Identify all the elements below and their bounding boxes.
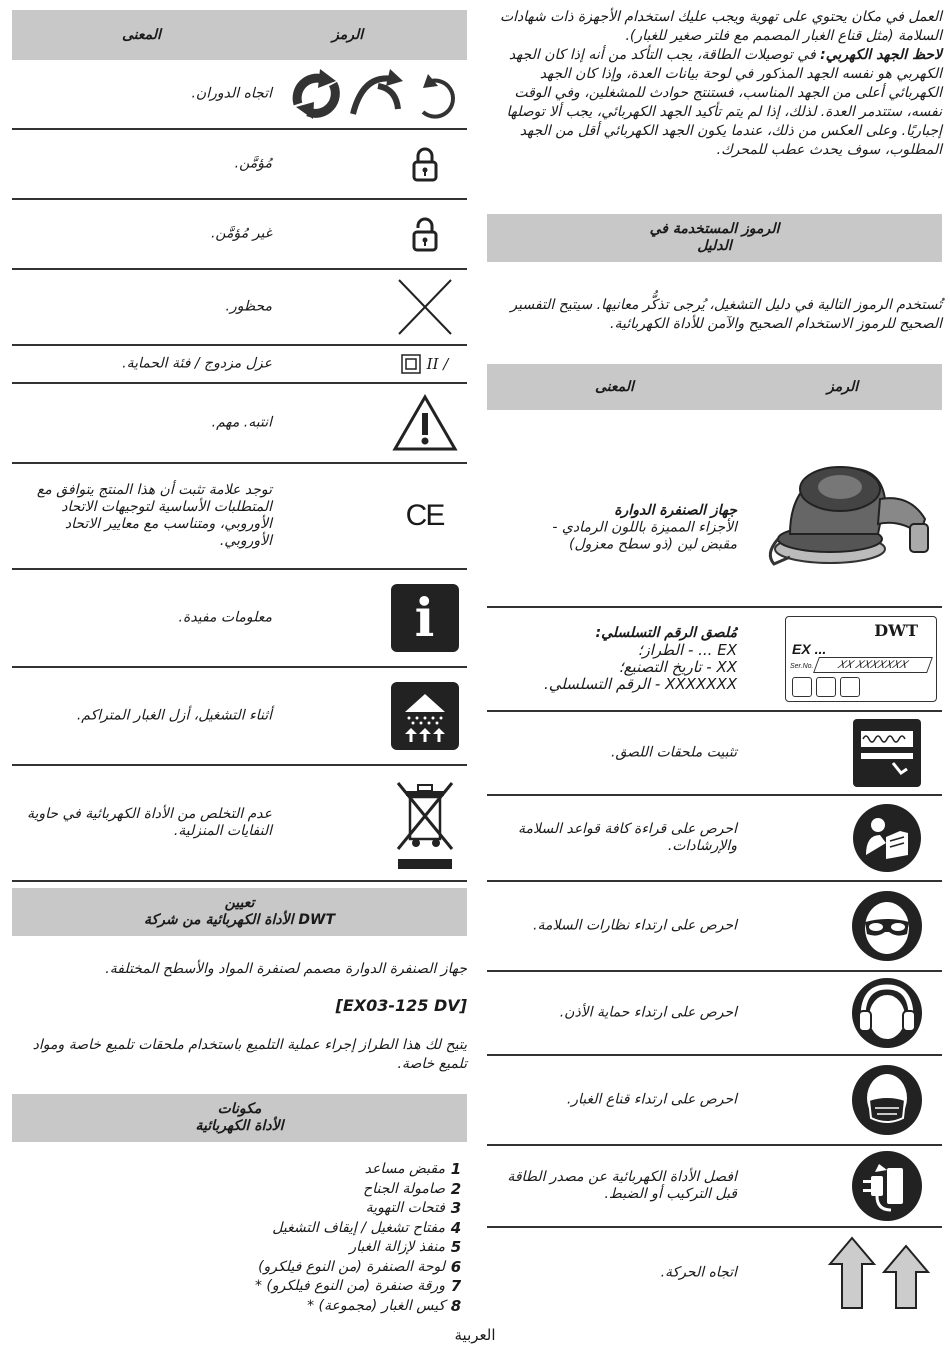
components-list	[12, 1160, 467, 1316]
symbol-row-weee	[12, 766, 467, 882]
section-designation-line1: تعيين	[224, 895, 255, 911]
symbol-text: انتبه. مهم.	[211, 414, 272, 431]
section-symbols-line2: الدليل	[697, 238, 732, 254]
symbol-text: احرص على ارتداء قناع الغبار.	[566, 1091, 737, 1108]
serial-line2: XX - تاريخ التصنيع؛	[618, 658, 737, 676]
model-code: [EX03-125 DV]	[335, 996, 467, 1015]
sander-line1: الأجزاء المميزة باللون الرمادي -	[552, 519, 737, 536]
velcro-attach-icon	[837, 719, 937, 787]
dust-extraction-icon	[382, 682, 467, 750]
dust-mask-icon	[837, 1064, 937, 1136]
symbol-text: غير مُؤمَّن.	[210, 225, 272, 242]
crossed-bin-icon	[382, 775, 467, 871]
header-meaning: المعنى	[595, 379, 634, 395]
header-meaning: المعنى	[122, 27, 161, 43]
list-item: 5 منفذ لإزالة الغبار	[349, 1238, 462, 1256]
symbol-row-velcro	[487, 712, 942, 796]
symbol-text: افصل الأداة الكهربائية عن مصدر الطاقة قبل التركيب أو الضبط.	[507, 1169, 737, 1202]
symbol-row-serial	[487, 608, 942, 712]
serial-description	[487, 625, 737, 693]
serial-label-icon	[782, 616, 940, 702]
symbol-text: توجد علامة تثبت أن هذا المنتج يتوافق مع المتطلبات الأساسية لتوجيهات الاتحاد الأوروبي، ومتناسب مع معايير الاتحاد الأوروبي.	[36, 482, 272, 549]
right-symbol-table-header	[487, 364, 942, 410]
list-item: 1 مقبض مساعد	[364, 1160, 462, 1178]
section-designation-line2: الأداة الكهربائية من شركة DWT	[143, 912, 336, 928]
symbol-text: اتجاه الدوران.	[191, 85, 272, 102]
section-symbols	[487, 214, 942, 262]
list-item: 8 كيس الغبار (مجموعة) *	[307, 1296, 462, 1315]
sander-title: جهاز الصنفرة الدوارة	[614, 502, 737, 519]
symbol-row-locked	[12, 130, 467, 200]
ce-mark-icon	[382, 499, 467, 533]
symbol-row-info	[12, 570, 467, 668]
symbol-text: عزل مزدوج / فئة الحماية.	[122, 355, 272, 372]
symbol-row-dust-extraction	[12, 668, 467, 766]
symbols-paragraph: تُستخدم الرموز التالية في دليل التشغيل، يُرجى تذكُّر معانيها. سيتيح التفسير الصحيح للرموز الاستخدام الصحيح والآمن للأداة الكهربائية.	[510, 297, 942, 332]
symbol-table-header	[12, 10, 467, 60]
ce-mark-label: CE	[405, 499, 444, 532]
movement-arrows-icon	[822, 1234, 942, 1312]
list-item: 4 مفتاح تشغيل / إيقاف التشغيل	[272, 1218, 462, 1237]
header-symbol: الرمز	[827, 379, 859, 395]
section-symbols-line1: الرموز المستخدمة في	[649, 221, 780, 237]
symbol-row-unplug	[487, 1146, 942, 1228]
locked-padlock-icon	[382, 146, 467, 182]
list-item: 6 لوحة الصنفرة (من النوع فيلكرو)	[258, 1257, 462, 1276]
symbol-row-rotation	[12, 60, 467, 130]
symbol-row-ear	[487, 972, 942, 1056]
voltage-title: لاحظ الجهد الكهربي:	[820, 47, 942, 63]
serial-ex: EX ...	[792, 641, 827, 657]
info-icon-label: i	[391, 584, 459, 652]
prohibited-x-icon	[382, 276, 467, 338]
symbol-text: معلومات مفيدة.	[178, 609, 272, 626]
sander-description	[487, 503, 737, 554]
header-symbol: الرمز	[332, 27, 364, 43]
orbital-sander-icon	[757, 439, 942, 579]
section-designation	[12, 888, 467, 936]
symbol-row-ce	[12, 464, 467, 570]
voltage-paragraph	[487, 46, 942, 160]
symbol-text: عدم التخلص من الأداة الكهربائية في حاوية النفايات المنزلية.	[26, 806, 272, 839]
double-insulation-icon	[382, 354, 467, 374]
symbol-row-movement	[487, 1228, 942, 1318]
section-components-line2: الأداة الكهربائية	[195, 1118, 284, 1134]
symbol-row-dust-mask	[487, 1056, 942, 1146]
intro-paragraph: العمل في مكان يحتوي على تهوية ويجب عليك استخدام الأجهزة ذات شهادات السلامة (مثل قناع الغبار المصمم مع فلتر صغير للغبار).	[499, 9, 942, 44]
serial-serno: XX XXXXXXX	[813, 657, 933, 673]
symbol-text: احرص على ارتداء حماية الأذن.	[559, 1004, 737, 1021]
symbol-text: محظور.	[225, 298, 272, 315]
safety-glasses-icon	[837, 890, 937, 962]
symbol-text: أثناء التشغيل، أزل الغبار المتراكم.	[76, 707, 272, 724]
serial-serno-label: Ser.No.	[790, 663, 814, 670]
unplug-icon	[837, 1150, 937, 1222]
list-item: 2 صامولة الجناح	[363, 1179, 462, 1198]
ear-protection-icon	[837, 977, 937, 1049]
symbol-row-warning	[12, 384, 467, 464]
symbol-row-read-manual	[487, 796, 942, 882]
serial-line1: EX ... - الطراز؛	[637, 641, 737, 659]
model-text: يتيح لك هذا الطراز إجراء عملية التلميع باستخدام ملحقات تلميع خاصة ومواد تلميع خاصة.	[32, 1037, 467, 1072]
symbol-text: تثبيت ملحقات اللصق.	[611, 744, 737, 761]
symbol-row-glasses	[487, 882, 942, 972]
warning-triangle-icon	[382, 393, 467, 453]
symbol-text: احرص على ارتداء نظارات السلامة.	[533, 917, 737, 934]
serial-line3: XXXXXXX - الرقم التسلسلي.	[543, 675, 737, 693]
page-footer-language: العربية	[454, 1326, 496, 1344]
unlocked-padlock-icon	[382, 216, 467, 252]
info-icon	[382, 584, 467, 652]
symbol-text: احرص على قراءة كافة قواعد السلامة والإرشادات.	[518, 821, 737, 854]
section-components	[12, 1094, 467, 1142]
symbol-row-prohibited	[12, 270, 467, 346]
list-item: 7 ورقة صنفرة (من النوع فيلكرو) *	[254, 1277, 462, 1295]
symbol-text: اتجاه الحركة.	[660, 1264, 737, 1281]
list-item: 3 فتحات التهوية	[365, 1199, 462, 1217]
designation-text: جهاز الصنفرة الدوارة مصمم لصنفرة المواد والأسطح المختلفة.	[105, 961, 467, 977]
rotation-arrows-icon	[274, 64, 467, 124]
serial-title: مُلصق الرقم التسلسلي:	[595, 625, 737, 641]
symbol-text: مُؤمَّن.	[234, 155, 272, 172]
read-manual-icon	[837, 803, 937, 873]
sander-line2: مقبض لين (ذو سطح معزول)	[569, 536, 737, 553]
symbol-row-sander	[487, 412, 942, 608]
symbol-row-double-insulation	[12, 346, 467, 384]
section-components-line1: مكونات	[217, 1101, 262, 1117]
voltage-text: في توصيلات الطاقة، يجب التأكد من أنه إذا كان الجهد الكهربي هو نفسه الجهد المذكور في لوحة بيانات العدة، وإذا كان الجهد الكهربائي أعلى من الجهد المناسب، فستنتج حوادث للمشغلين، وفي الوقت نفسه، ستتدمر العدة. لذلك، إذا لم يتم تأكيد الجهد الكهربائي، يجب ألا توصلها إجباريًا. وعلى العكس من ذلك، عندما يكون الجهد الكهربائي أقل من الجهد المطلوب، سوف يحدث عطب للمحرك.	[506, 47, 942, 158]
double-insulation-label: II /	[426, 355, 449, 373]
serial-brand: DWT	[874, 621, 918, 640]
symbol-row-unlocked	[12, 200, 467, 270]
